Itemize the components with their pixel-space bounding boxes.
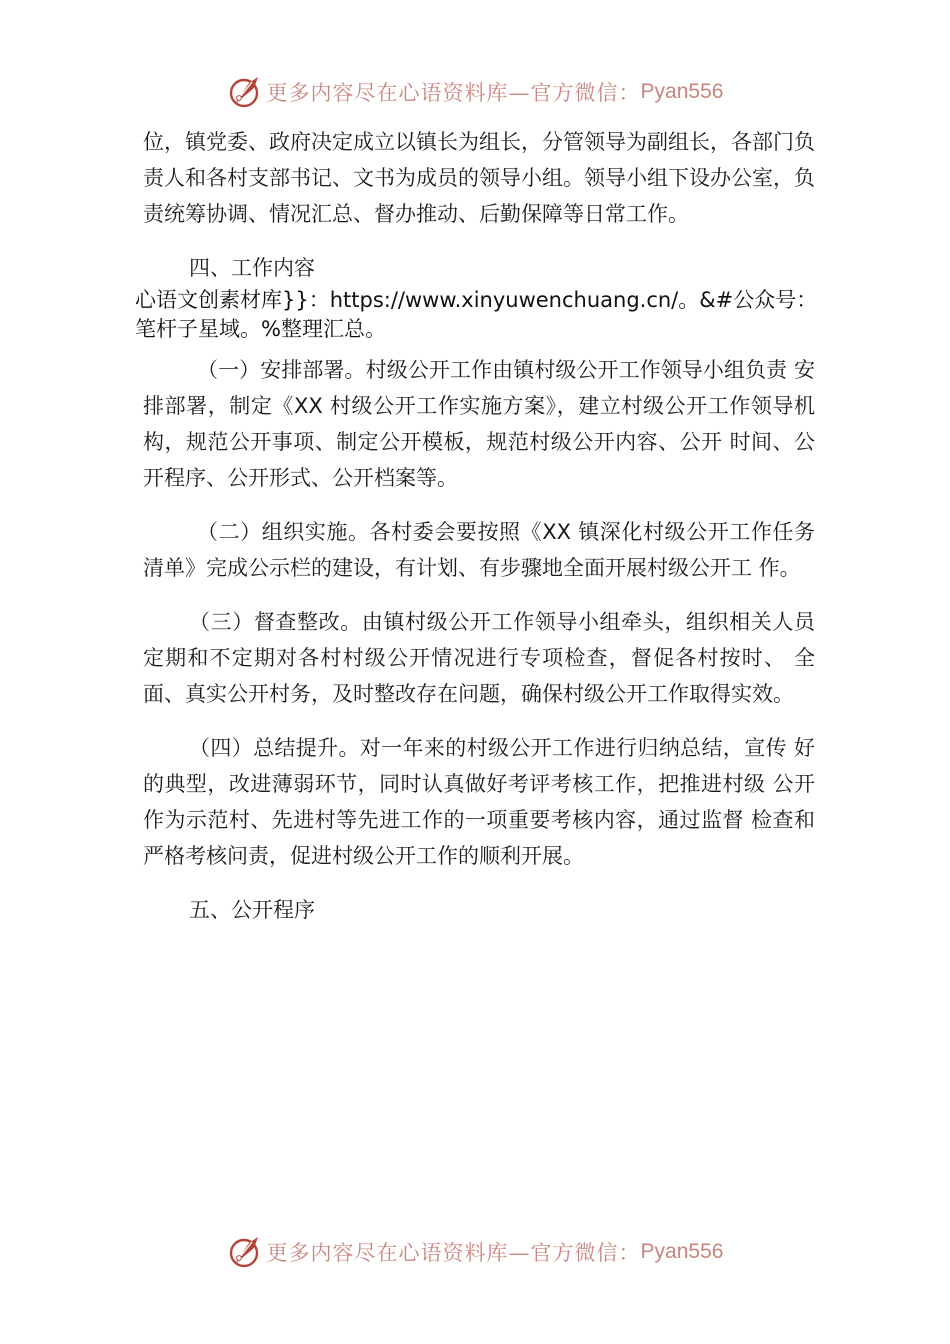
document-body: [135, 124, 818, 928]
header-banner: [0, 72, 950, 112]
paragraph-item-2: （二）组织实施。各村委会要按照《XX 镇深化村级公开工作任务清单》完成公示栏的建设，有计划、有步骤地全面开展村级公开工 作。: [143, 520, 815, 580]
watermark-line: 心语文创素材库}}：https://www.xinyuwenchuang.cn/。&#公众号：笔杆子星域。%整理汇总。: [135, 288, 818, 341]
paragraph-item-3: （三）督查整改。由镇村级公开工作领导小组牵头，组织相关人员定期和不定期对各村村级公开情况进行专项检查，督促各村按时、 全面、真实公开村务，及时整改存在问题，确保村级公开工作取得实效。: [143, 610, 815, 706]
quill-pen-logo-icon: [227, 74, 263, 110]
paragraph-item-4: （四）总结提升。对一年来的村级公开工作进行归纳总结，宣传 好的典型，改进薄弱环节，同时认真做好考评考核工作，把推进村级 公开作为示范村、先进村等先进工作的一项重要考核内容，通过监督 检查和严格考核问责，促进村级公开工作的顺利开展。: [143, 736, 815, 868]
quill-pen-logo-icon: [227, 1234, 263, 1270]
paragraph-leading: 位，镇党委、政府决定成立以镇长为组长，分管领导为副组长，各部门负责人和各村支部书记、文书为成员的领导小组。领导小组下设办公室，负责统筹协调、情况汇总、督办推动、后勤保障等日常工作。: [143, 130, 815, 226]
banner-text: 更多内容尽在心语资料库—官方微信：: [266, 81, 641, 105]
section-heading-4: 四、工作内容: [189, 256, 315, 280]
section-heading-5: 五、公开程序: [189, 898, 315, 922]
footer-banner: [0, 1232, 950, 1272]
banner-wechat-id: Pyan556: [640, 80, 724, 103]
paragraph-item-1: （一）安排部署。村级公开工作由镇村级公开工作领导小组负责 安排部署，制定《XX 村级公开工作实施方案》，建立村级公开工作领导机构，规范公开事项、制定公开模板，规范村级公开内容、公开 时间、公开程序、公开形式、公开档案等。: [143, 358, 815, 490]
banner-text: 更多内容尽在心语资料库—官方微信：: [266, 1241, 641, 1265]
banner-wechat-id: Pyan556: [640, 1240, 724, 1263]
